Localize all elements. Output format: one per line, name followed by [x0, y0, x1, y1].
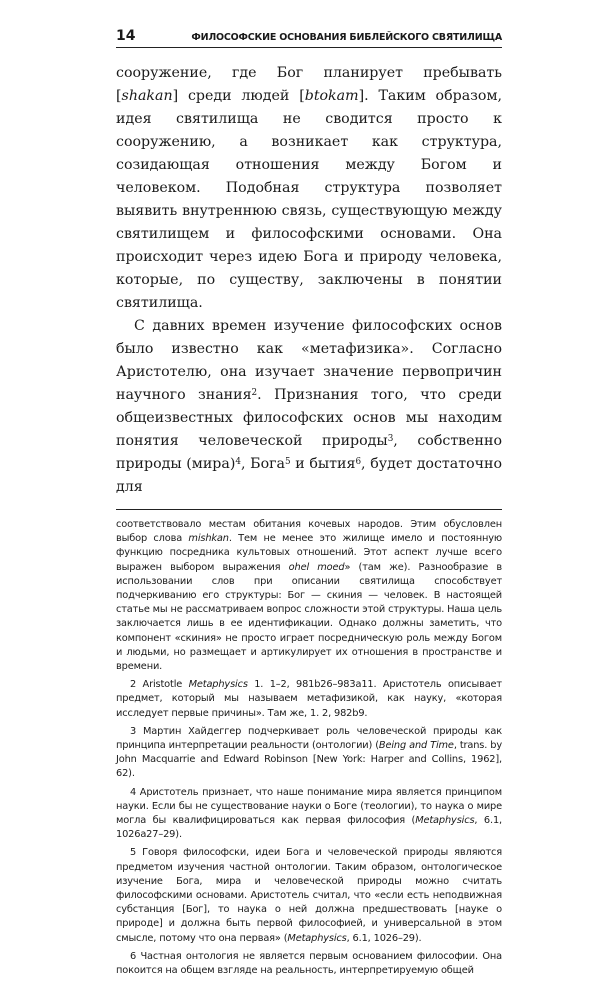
- footnote-5: 5 Говоря философски, идеи Бога и человеческой природы являются предметом изучения частной онтологии. Таким образом, онтологическое изучение Бога, мира и человеческой природы можно считать философскими основами. Аристотель считал, что «если есть неподвижная субстанция [Бог], то наука о ней должна предшествовать [науке о природе] и должна быть первой философией, и универсальной в этом смысле, потому что она первая» (Metaphysics, 6.1, 1026–29).: [116, 847, 502, 944]
- paragraph-1: сооружение, где Бог планирует пребывать [shakan] среди людей [btokam]. Таким образом, идея святилища не сводится просто к сооружению, а возникает как структура, созидающая отношения между Богом и человеком. Подобная структура позволяет выявить внутреннюю связь, существующую между святилищем и философскими основами. Она происходит через идею Бога и природу человека, которые, по существу, заключены в понятии святилища.: [116, 65, 502, 311]
- footnote-continuation: соответствовало местам обитания кочевых народов. Этим обусловлен выбор слова mishkan. Тем не менее это жилище имело и постоянную функцию посредника культовых отношений. Этот аспект лучше всего выражен выбором выражения ohel moed» (там же). Разнообразие в использовании слов при описании святилища способствует подчеркиванию его структуры: Бог — скиния — человек. В настоящей статье мы не рассматриваем вопрос сложности этой структуры. Наша цель заключается лишь в ее идентификации. Однако должны заметить, что компонент «скиния» не просто играет посредническую роль между Богом и людьми, но размещает и артикулирует их отношения в пространстве и времени.: [116, 519, 502, 673]
- footnote-ref-3[interactable]: 3: [387, 434, 394, 445]
- main-text: [116, 62, 502, 499]
- footnote-4: 4 Аристотель признает, что наше понимание мира является принципом науки. Если бы не существование науки о Боге (теологии), то наука о мире могла бы квалифицироваться как первая философия (Metaphysics, 6.1, 1026a27–29).: [116, 786, 502, 841]
- footnote-6: 6 Частная онтология не является первым основанием философии. Она покоится на общем взгляде на реальность, интерпретируемую общей: [116, 950, 502, 977]
- book-page: [116, 28, 502, 982]
- footnote-ref-5[interactable]: 5: [285, 457, 291, 468]
- footnote-ref-4[interactable]: 4: [235, 457, 241, 468]
- footnotes: [116, 518, 502, 978]
- running-title: ФИЛОСОФСКИЕ ОСНОВАНИЯ БИБЛЕЙСКОГО СВЯТИЛИЩА: [191, 32, 502, 43]
- hebrew-term-btokam: btokam: [304, 88, 359, 104]
- footnote-number: 6: [130, 950, 137, 962]
- footnote-number: 4: [130, 786, 137, 798]
- footnote-number: 5: [130, 847, 137, 859]
- footnote-divider: [116, 509, 502, 510]
- page-number: 14: [116, 28, 136, 44]
- footnote-ref-6[interactable]: 6: [355, 457, 362, 468]
- footnote-ref-2[interactable]: 2: [251, 388, 258, 399]
- hebrew-term-shakan: shakan: [121, 88, 173, 104]
- paragraph-2: С давних времен изучение философских основ было известно как «метафизика». Согласно Аристотелю, она изучает значение первопричин научного знания$^2$. Признания того, что среди общеизвестных философских основ мы находим понятия человеческой природы$^3$, собственно природы (мира)$^4$, Бога$^5$ и бытия$^6$, будет достаточно для: [116, 318, 503, 495]
- footnote-2: 2 Aristotle Metaphysics 1. 1–2, 981b26–983a11. Аристотель описывает предмет, который мы называем метафизикой, как науку, «которая исследует первые причины». Там же, 1. 2, 982b9.: [116, 679, 502, 719]
- footnote-number: 3: [130, 725, 137, 737]
- running-header: [116, 28, 502, 48]
- footnote-number: 2: [130, 679, 137, 691]
- footnote-3: 3 Мартин Хайдеггер подчеркивает роль человеческой природы как принципа интерпретации реальности (онтологии) (Being and Time, trans. by John Macquarrie and Edward Robinson [New York: Harper and Collins, 1962], 62).: [116, 725, 502, 780]
